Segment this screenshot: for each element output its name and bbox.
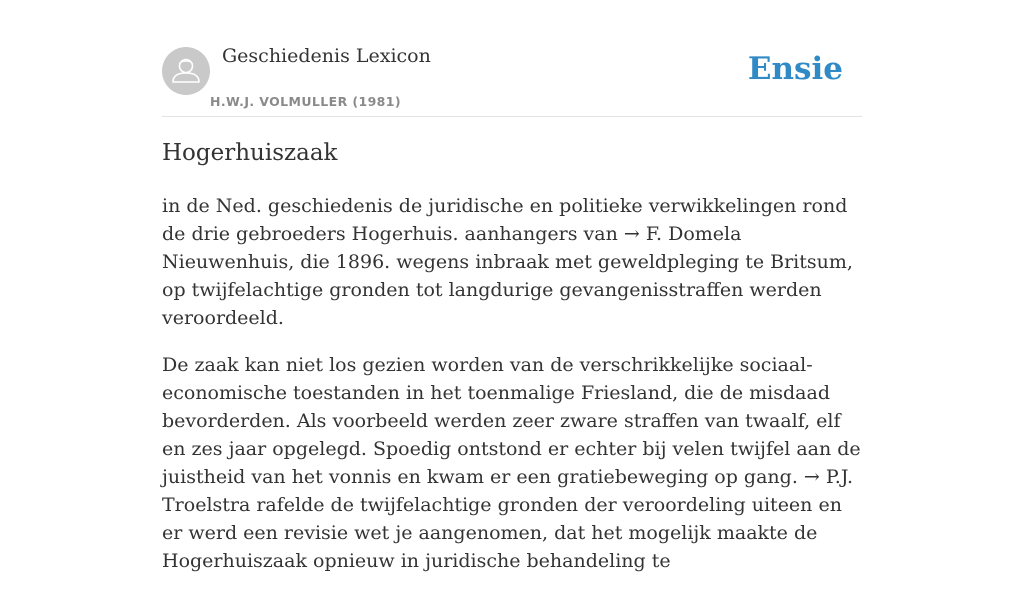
header <box>162 0 862 117</box>
source-author: H.W.J. VOLMULLER (1981) <box>210 94 401 109</box>
page <box>162 0 862 572</box>
user-icon <box>162 47 210 95</box>
source-title-link[interactable]: Geschiedenis Lexicon <box>222 45 431 67</box>
article-paragraph: De zaak kan niet los gezien worden van de verschrikkelijke sociaal-economische toestanden in het toenmalige Friesland, die de misdaad bevorderden. Als voorbeeld werden zeer zware straffen van twaalf, elf en zes jaar opgelegd. Spoedig ontstond er echter bij velen twijfel aan de juistheid van het vonnis en kwam er een gratiebeweging op gang. → P.J. Troelstra rafelde de twijfelachtige gronden der veroordeling uiteen en er werd een revisie wet je aangenomen, dat het mogelijk maakte de Hogerhuiszaak opnieuw in juridische behandeling te <box>162 354 861 572</box>
article-body <box>162 192 862 594</box>
brand-logo-link[interactable]: Ensie <box>747 51 843 87</box>
avatar[interactable] <box>162 47 210 95</box>
article-paragraph: in de Ned. geschiedenis de juridische en politieke verwikkelingen rond de drie gebroeders Hogerhuis. aanhangers van → F. Domela Nieuwenhuis, die 1896. wegens inbraak met geweldpleging te Britsum, op twijfelachtige gronden tot langdurige gevangenisstraffen werden veroordeeld. <box>162 195 853 329</box>
article-title: Hogerhuiszaak <box>162 140 338 166</box>
